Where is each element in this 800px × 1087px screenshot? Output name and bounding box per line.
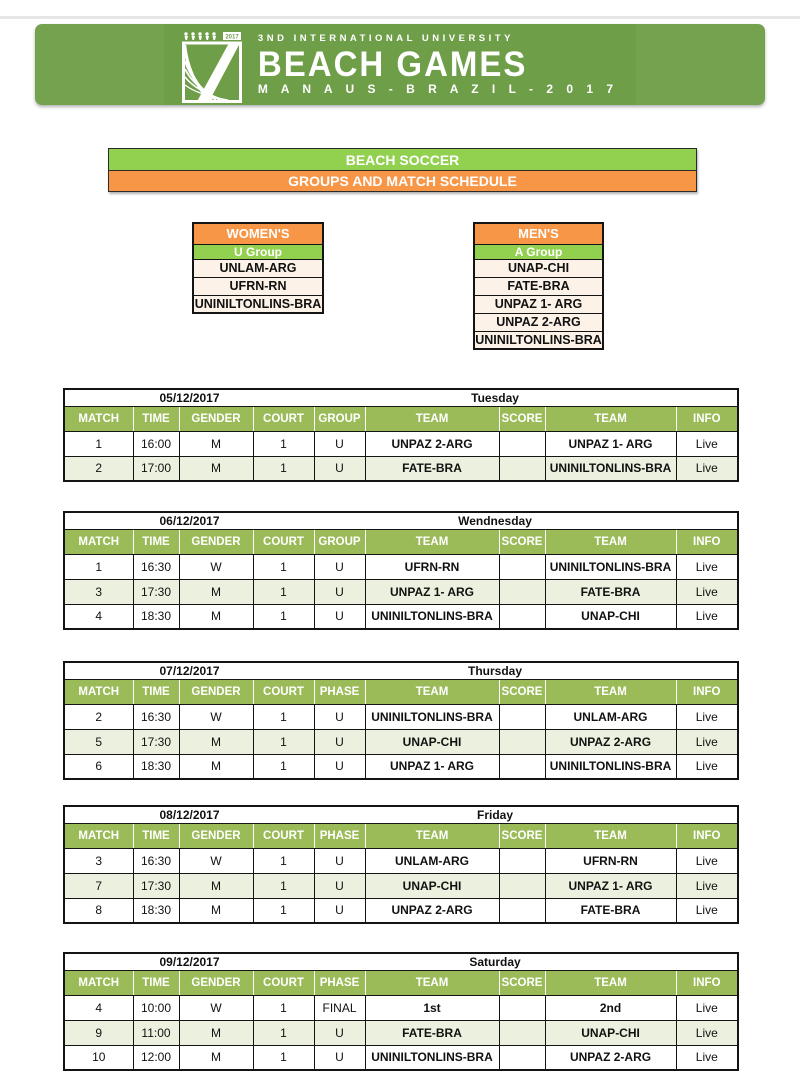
match-info: Live	[676, 848, 738, 873]
group-team-row	[474, 313, 603, 331]
team-home: UFRN-RN	[365, 554, 499, 579]
match-gender: M	[179, 754, 253, 779]
team-away: UNPAZ 1- ARG	[545, 873, 676, 898]
match-day-table	[63, 388, 739, 482]
match-info: Live	[676, 456, 738, 481]
column-header: TEAM	[545, 679, 676, 704]
column-header: INFO	[676, 823, 738, 848]
match-day-name: Thursday	[314, 662, 676, 679]
match-gender: M	[179, 431, 253, 456]
match-court: 1	[253, 995, 314, 1020]
column-header: TEAM	[365, 406, 499, 431]
team-away: FATE-BRA	[545, 898, 676, 923]
match-number: 2	[64, 456, 133, 481]
match-phase: U	[314, 579, 365, 604]
group-title-row	[474, 223, 603, 244]
match-number: 3	[64, 848, 133, 873]
match-number: 1	[64, 554, 133, 579]
match-phase: U	[314, 704, 365, 729]
banner-top-line: 3ND INTERNATIONAL UNIVERSITY	[257, 33, 514, 44]
column-header: TIME	[133, 529, 179, 554]
match-phase: U	[314, 898, 365, 923]
date-row-spacer	[676, 512, 738, 529]
team-home: UNINILTONLINS-BRA	[365, 604, 499, 629]
match-row	[64, 704, 738, 729]
match-gender: M	[179, 1045, 253, 1070]
top-divider	[0, 16, 800, 19]
match-row	[64, 729, 738, 754]
match-gender: M	[179, 873, 253, 898]
column-header-row	[64, 406, 738, 431]
match-date: 06/12/2017	[64, 512, 314, 529]
match-number: 4	[64, 604, 133, 629]
match-court: 1	[253, 1045, 314, 1070]
group-table	[473, 222, 604, 350]
match-number: 5	[64, 729, 133, 754]
column-header: COURT	[253, 970, 314, 995]
match-number: 1	[64, 431, 133, 456]
match-info: Live	[676, 1045, 738, 1070]
column-header: SCORE	[499, 970, 545, 995]
team-home: UNPAZ 1- ARG	[365, 754, 499, 779]
match-time: 17:30	[133, 729, 179, 754]
column-header: MATCH	[64, 406, 133, 431]
group-team-name: UNLAM-ARG	[193, 259, 323, 277]
group-team-name: UNAP-CHI	[474, 259, 603, 277]
column-header: PHASE	[314, 970, 365, 995]
match-number: 9	[64, 1020, 133, 1045]
match-court: 1	[253, 848, 314, 873]
match-row	[64, 1045, 738, 1070]
match-row	[64, 554, 738, 579]
match-score	[499, 456, 545, 481]
match-row	[64, 754, 738, 779]
match-phase: U	[314, 729, 365, 754]
match-row	[64, 604, 738, 629]
column-header: GROUP	[314, 406, 365, 431]
match-date: 07/12/2017	[64, 662, 314, 679]
date-row-spacer	[676, 806, 738, 823]
column-header-row	[64, 823, 738, 848]
column-header: COURT	[253, 406, 314, 431]
team-home: FATE-BRA	[365, 1020, 499, 1045]
date-row	[64, 389, 738, 406]
team-home: FATE-BRA	[365, 456, 499, 481]
column-header: SCORE	[499, 823, 545, 848]
team-home: UNINILTONLINS-BRA	[365, 704, 499, 729]
match-court: 1	[253, 456, 314, 481]
group-title-row	[193, 223, 323, 244]
team-home: UNINILTONLINS-BRA	[365, 1045, 499, 1070]
match-day-table	[63, 661, 739, 780]
date-row-spacer	[676, 953, 738, 970]
match-time: 17:30	[133, 873, 179, 898]
match-gender: M	[179, 729, 253, 754]
column-header: MATCH	[64, 970, 133, 995]
match-court: 1	[253, 704, 314, 729]
group-subtitle-row	[474, 244, 603, 259]
match-day-name: Wendnesday	[314, 512, 676, 529]
match-info: Live	[676, 604, 738, 629]
column-header: MATCH	[64, 529, 133, 554]
event-logo-panel	[164, 24, 636, 105]
svg-text:2017: 2017	[225, 33, 239, 40]
match-row	[64, 848, 738, 873]
match-court: 1	[253, 1020, 314, 1045]
column-header: INFO	[676, 679, 738, 704]
match-time: 17:00	[133, 456, 179, 481]
column-header: GENDER	[179, 406, 253, 431]
match-court: 1	[253, 873, 314, 898]
column-header: GENDER	[179, 679, 253, 704]
match-info: Live	[676, 554, 738, 579]
group-team-name: UFRN-RN	[193, 277, 323, 295]
team-home: UNAP-CHI	[365, 873, 499, 898]
match-number: 4	[64, 995, 133, 1020]
team-home: UNPAZ 1- ARG	[365, 579, 499, 604]
team-away: UFRN-RN	[545, 848, 676, 873]
match-score	[499, 1020, 545, 1045]
match-gender: M	[179, 579, 253, 604]
match-gender: W	[179, 554, 253, 579]
group-team-row	[474, 277, 603, 295]
match-score	[499, 729, 545, 754]
match-time: 10:00	[133, 995, 179, 1020]
match-phase: U	[314, 456, 365, 481]
match-score	[499, 873, 545, 898]
match-number: 6	[64, 754, 133, 779]
match-row	[64, 1020, 738, 1045]
team-away: FATE-BRA	[545, 579, 676, 604]
match-time: 11:00	[133, 1020, 179, 1045]
column-header: MATCH	[64, 679, 133, 704]
group-title: WOMEN'S	[193, 223, 323, 244]
match-court: 1	[253, 898, 314, 923]
team-away: UNINILTONLINS-BRA	[545, 754, 676, 779]
match-gender: W	[179, 704, 253, 729]
column-header: GENDER	[179, 823, 253, 848]
team-home: 1st	[365, 995, 499, 1020]
match-day-name: Saturday	[314, 953, 676, 970]
group-team-name: FATE-BRA	[474, 277, 603, 295]
match-time: 17:30	[133, 579, 179, 604]
column-header: GENDER	[179, 970, 253, 995]
date-row	[64, 512, 738, 529]
match-score	[499, 995, 545, 1020]
team-away: UNINILTONLINS-BRA	[545, 456, 676, 481]
match-court: 1	[253, 604, 314, 629]
match-phase: U	[314, 1045, 365, 1070]
match-info: Live	[676, 704, 738, 729]
match-phase: U	[314, 848, 365, 873]
match-phase: U	[314, 554, 365, 579]
team-home: UNPAZ 2-ARG	[365, 898, 499, 923]
match-number: 10	[64, 1045, 133, 1070]
column-header: TEAM	[365, 970, 499, 995]
match-row	[64, 873, 738, 898]
team-away: UNLAM-ARG	[545, 704, 676, 729]
team-away: UNAP-CHI	[545, 1020, 676, 1045]
team-away: 2nd	[545, 995, 676, 1020]
match-time: 16:30	[133, 848, 179, 873]
date-row-spacer	[676, 662, 738, 679]
match-phase: U	[314, 431, 365, 456]
column-header: TIME	[133, 679, 179, 704]
match-time: 18:30	[133, 604, 179, 629]
column-header: SCORE	[499, 529, 545, 554]
match-phase: U	[314, 1020, 365, 1045]
column-header: TEAM	[365, 679, 499, 704]
match-day-name: Tuesday	[314, 389, 676, 406]
team-home: UNAP-CHI	[365, 729, 499, 754]
match-date: 09/12/2017	[64, 953, 314, 970]
team-away: UNPAZ 2-ARG	[545, 1045, 676, 1070]
match-score	[499, 848, 545, 873]
match-score	[499, 1045, 545, 1070]
column-header-row	[64, 679, 738, 704]
match-court: 1	[253, 554, 314, 579]
match-number: 8	[64, 898, 133, 923]
column-header: PHASE	[314, 679, 365, 704]
match-phase: FINAL	[314, 995, 365, 1020]
match-info: Live	[676, 873, 738, 898]
column-header: SCORE	[499, 406, 545, 431]
team-away: UNPAZ 2-ARG	[545, 729, 676, 754]
banner-bottom-line: M A N A U S - B R A Z I L - 2 0 1 7	[257, 82, 619, 96]
match-phase: U	[314, 873, 365, 898]
column-header: COURT	[253, 823, 314, 848]
match-score	[499, 554, 545, 579]
match-time: 16:30	[133, 554, 179, 579]
group-team-row	[193, 295, 323, 313]
match-info: Live	[676, 729, 738, 754]
match-time: 16:30	[133, 704, 179, 729]
match-phase: U	[314, 604, 365, 629]
team-home: UNPAZ 2-ARG	[365, 431, 499, 456]
column-header: TEAM	[545, 970, 676, 995]
match-row	[64, 431, 738, 456]
match-gender: W	[179, 995, 253, 1020]
column-header-row	[64, 529, 738, 554]
match-gender: M	[179, 456, 253, 481]
match-time: 18:30	[133, 898, 179, 923]
column-header: TEAM	[545, 406, 676, 431]
match-info: Live	[676, 995, 738, 1020]
match-score	[499, 704, 545, 729]
group-subtitle-row	[193, 244, 323, 259]
match-info: Live	[676, 1020, 738, 1045]
match-info: Live	[676, 898, 738, 923]
team-away: UNINILTONLINS-BRA	[545, 554, 676, 579]
match-date: 05/12/2017	[64, 389, 314, 406]
column-header: INFO	[676, 529, 738, 554]
team-away: UNAP-CHI	[545, 604, 676, 629]
group-team-name: UNPAZ 1- ARG	[474, 295, 603, 313]
match-number: 7	[64, 873, 133, 898]
group-team-row	[474, 295, 603, 313]
match-day-table	[63, 952, 739, 1071]
column-header: TEAM	[545, 823, 676, 848]
match-time: 18:30	[133, 754, 179, 779]
match-info: Live	[676, 754, 738, 779]
column-header: TIME	[133, 406, 179, 431]
match-gender: M	[179, 604, 253, 629]
group-title: MEN'S	[474, 223, 603, 244]
date-row	[64, 953, 738, 970]
group-team-name: UNINILTONLINS-BRA	[474, 331, 603, 349]
match-row	[64, 898, 738, 923]
match-number: 3	[64, 579, 133, 604]
group-team-row	[474, 331, 603, 349]
match-day-name: Friday	[314, 806, 676, 823]
column-header: TEAM	[365, 529, 499, 554]
column-header: TEAM	[365, 823, 499, 848]
column-header: TIME	[133, 970, 179, 995]
beach-games-logo-icon	[182, 31, 242, 103]
team-home: UNLAM-ARG	[365, 848, 499, 873]
group-subtitle: A Group	[474, 244, 603, 259]
group-team-row	[193, 277, 323, 295]
column-header: COURT	[253, 679, 314, 704]
column-header: TEAM	[545, 529, 676, 554]
match-info: Live	[676, 579, 738, 604]
match-info: Live	[676, 431, 738, 456]
match-score	[499, 604, 545, 629]
group-team-name: UNINILTONLINS-BRA	[193, 295, 323, 313]
match-phase: U	[314, 754, 365, 779]
match-score	[499, 898, 545, 923]
date-row-spacer	[676, 389, 738, 406]
sport-title-bar: BEACH SOCCER	[108, 148, 697, 170]
match-score	[499, 579, 545, 604]
match-gender: W	[179, 848, 253, 873]
column-header-row	[64, 970, 738, 995]
match-court: 1	[253, 754, 314, 779]
match-court: 1	[253, 579, 314, 604]
match-time: 12:00	[133, 1045, 179, 1070]
match-row	[64, 456, 738, 481]
group-table	[192, 222, 324, 314]
column-header: INFO	[676, 970, 738, 995]
date-row	[64, 806, 738, 823]
title-bars	[108, 148, 697, 192]
team-away: UNPAZ 1- ARG	[545, 431, 676, 456]
group-team-name: UNPAZ 2-ARG	[474, 313, 603, 331]
match-court: 1	[253, 729, 314, 754]
match-day-table	[63, 805, 739, 924]
column-header: MATCH	[64, 823, 133, 848]
match-score	[499, 754, 545, 779]
group-team-row	[474, 259, 603, 277]
match-gender: M	[179, 1020, 253, 1045]
column-header: SCORE	[499, 679, 545, 704]
match-number: 2	[64, 704, 133, 729]
schedule-title-bar: GROUPS AND MATCH SCHEDULE	[108, 170, 697, 192]
column-header: TIME	[133, 823, 179, 848]
column-header: COURT	[253, 529, 314, 554]
match-gender: M	[179, 898, 253, 923]
match-date: 08/12/2017	[64, 806, 314, 823]
column-header: PHASE	[314, 823, 365, 848]
match-day-table	[63, 511, 739, 630]
group-subtitle: U Group	[193, 244, 323, 259]
group-team-row	[193, 259, 323, 277]
date-row	[64, 662, 738, 679]
match-score	[499, 431, 545, 456]
column-header: INFO	[676, 406, 738, 431]
match-row	[64, 995, 738, 1020]
column-header: GROUP	[314, 529, 365, 554]
match-row	[64, 579, 738, 604]
banner-title: BEACH GAMES	[257, 43, 528, 84]
match-court: 1	[253, 431, 314, 456]
event-banner	[35, 24, 765, 105]
match-time: 16:00	[133, 431, 179, 456]
column-header: GENDER	[179, 529, 253, 554]
banner-text	[258, 33, 618, 96]
